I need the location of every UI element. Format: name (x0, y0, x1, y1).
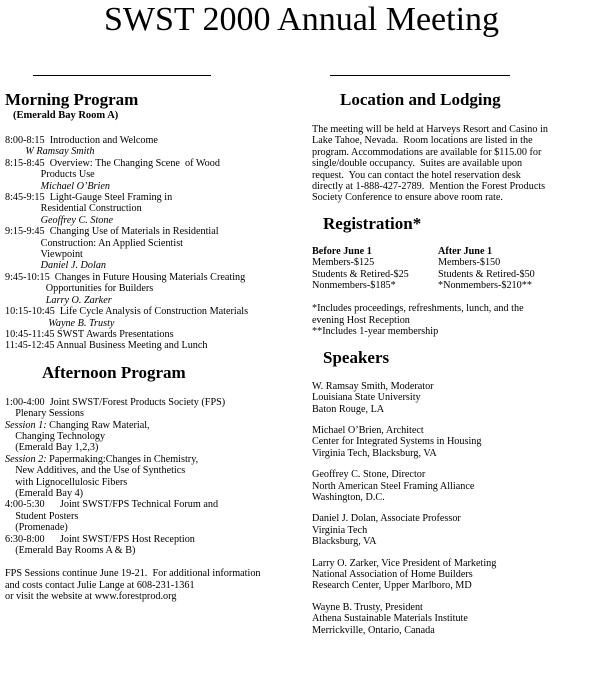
afternoon-schedule (5, 397, 305, 557)
speaker-entry (312, 558, 600, 592)
schedule-line (5, 454, 305, 465)
session-label: Session 1: (5, 419, 47, 431)
morning-schedule (5, 135, 305, 352)
left-column (5, 90, 305, 603)
speaker-detail: Research Center, Upper Marlboro, MD (312, 580, 472, 592)
speaker-detail: Washington, D.C. (312, 491, 385, 503)
speaker-detail: North American Steel Framing Alliance (312, 480, 475, 492)
schedule-line: 10:45-11:45 SWST Awards Presentations (5, 328, 174, 340)
after-title: After June 1 (438, 245, 493, 257)
location-line: Society Conference to ensure above room rate. (312, 192, 503, 204)
schedule-line: 8:00-8:15 Introduction and Welcome (5, 135, 158, 146)
schedule-line: New Additives, and the Use of Synthetics (5, 465, 186, 477)
schedule-line: 9:15-9:45 Changing Use of Materials in Residential (5, 226, 219, 238)
speaker-detail: Center for Integrated Systems in Housing (312, 436, 482, 448)
session-title: Papermaking:Changes in Chemistry, (46, 453, 199, 465)
speaker-detail: Louisiana State University (312, 392, 421, 404)
location-line: The meeting will be held at Harveys Resort and Casino in (312, 124, 548, 135)
schedule-line: 10:15-10:45 Life Cycle Analysis of Construction Materials (5, 306, 249, 318)
location-line: directly at 1-888-427-2789. Mention the Forest Products (312, 181, 546, 193)
speakers-list (312, 381, 600, 636)
speaker-entry (312, 602, 600, 636)
speakers-heading: Speakers (323, 347, 390, 367)
speaker-detail: Blacksburg, VA (312, 536, 377, 548)
speaker-entry (312, 513, 600, 547)
registration-note: *Includes proceedings, refreshments, lunch, and the (312, 303, 524, 315)
speaker-detail: Athena Sustainable Materials Institute (312, 613, 468, 625)
before-item: Nonmembers-$185* (312, 280, 396, 292)
speaker-name: Michael O’Brien, Architect (312, 424, 424, 436)
schedule-line: (Emerald Bay 1,2,3) (5, 442, 99, 454)
after-item: Students & Retired-$50 (438, 268, 535, 280)
location-text (312, 124, 600, 204)
schedule-line (5, 420, 305, 431)
schedule-line: Student Posters (5, 510, 79, 522)
speaker-detail: Virginia Tech, Blacksburg, VA (312, 447, 437, 459)
footer-line: or visit the website at www.forestprod.org (5, 591, 177, 603)
right-column (312, 90, 600, 646)
schedule-line: (Promenade) (5, 522, 68, 534)
location-line: Lake Tahoe, Nevada. Room locations are listed in the (312, 135, 533, 147)
speaker-entry (312, 425, 600, 459)
morning-location: (Emerald Bay Room A) (13, 110, 119, 121)
schedule-line: (Emerald Bay 4) (5, 487, 84, 499)
location-line: request. You can contact the hotel reservation desk (312, 169, 521, 181)
schedule-line: 8:15-8:45 Overview: The Changing Scene of Wood (5, 157, 220, 169)
speaker-name: Wayne B. Trusty (5, 317, 115, 329)
speaker-name: W. Ramsay Smith, Moderator (312, 380, 434, 392)
location-line: single/double occupancy. Suites are available upon (312, 158, 523, 170)
schedule-line: Construction: An Applied Scientist (5, 237, 183, 249)
speaker-name: Geoffrey C. Stone (5, 214, 113, 226)
before-item: Students & Retired-$25 (312, 268, 409, 280)
schedule-line: 6:30-8:00 Joint SWST/FPS Host Reception (5, 533, 195, 545)
schedule-line: Changing Technology (5, 430, 106, 442)
schedule-line: 4:00-5:30 Joint SWST/FPS Technical Forum and (5, 499, 219, 511)
morning-heading: Morning Program (5, 90, 139, 109)
registration-table (312, 246, 600, 292)
session-label: Session 2: (5, 453, 47, 465)
footer-line: FPS Sessions continue June 19-21. For additional information (5, 568, 261, 580)
speaker-detail: National Association of Home Builders (312, 568, 473, 580)
speaker-detail: Virginia Tech (312, 524, 368, 536)
speaker-name: Geoffrey C. Stone, Director (312, 469, 426, 481)
speaker-name: Larry O. Zarker, Vice President of Marketing (312, 557, 497, 569)
schedule-line: 8:45-9:15 Light-Gauge Steel Framing in (5, 192, 173, 204)
location-line: program. Accommodations are available for $115.00 for (312, 146, 542, 158)
registration-after (438, 246, 564, 292)
before-title: Before June 1 (312, 245, 372, 257)
before-item: Members-$125 (312, 257, 375, 269)
speaker-entry (312, 381, 600, 415)
schedule-line: 9:45-10:15 Changes in Future Housing Materials Creating (5, 271, 246, 283)
session-title: Changing Raw Material, (46, 419, 150, 431)
location-heading: Location and Lodging (340, 90, 501, 109)
afternoon-heading: Afternoon Program (42, 362, 186, 382)
divider-left (33, 75, 211, 76)
afternoon-footer (5, 568, 305, 602)
registration-note: evening Host Reception (312, 314, 410, 326)
schedule-line: Plenary Sessions (5, 408, 84, 420)
after-item: Members-$150 (438, 257, 501, 269)
speaker-name: Wayne B. Trusty, President (312, 601, 423, 613)
schedule-line: Viewpoint (5, 249, 83, 261)
footer-line: and costs contact Julie Lange at 608-231-1361 (5, 579, 195, 591)
speaker-name: Larry O. Zarker (5, 294, 112, 306)
divider-right (330, 75, 510, 76)
speaker-name: Daniel J. Dolan, Associate Professor (312, 513, 461, 525)
speaker-detail: Merrickville, Ontario, Canada (312, 624, 435, 636)
registration-before (312, 246, 438, 292)
after-item: *Nonmembers-$210** (438, 280, 532, 292)
schedule-line: Residential Construction (5, 203, 142, 215)
speaker-detail: Baton Rouge, LA (312, 403, 385, 415)
page-title: SWST 2000 Annual Meeting (103, 1, 500, 38)
schedule-line: 11:45-12:45 Annual Business Meeting and Lunch (5, 340, 208, 352)
registration-heading: Registration* (323, 213, 422, 233)
schedule-line: Opportunities for Builders (5, 283, 154, 295)
schedule-line: Products Use (5, 169, 95, 181)
speaker-name: W Ramsay Smith (5, 146, 95, 158)
speaker-name: Michael O’Brien (5, 180, 110, 192)
speaker-entry (312, 469, 600, 503)
schedule-line: with Lignocellulosic Fibers (5, 476, 128, 488)
registration-note: **Includes 1-year membership (312, 326, 439, 338)
schedule-line: 1:00-4:00 Joint SWST/Forest Products Society (FPS) (5, 396, 226, 408)
schedule-line: (Emerald Bay Rooms A & B) (5, 545, 136, 556)
speaker-name: Daniel J. Dolan (5, 260, 107, 272)
